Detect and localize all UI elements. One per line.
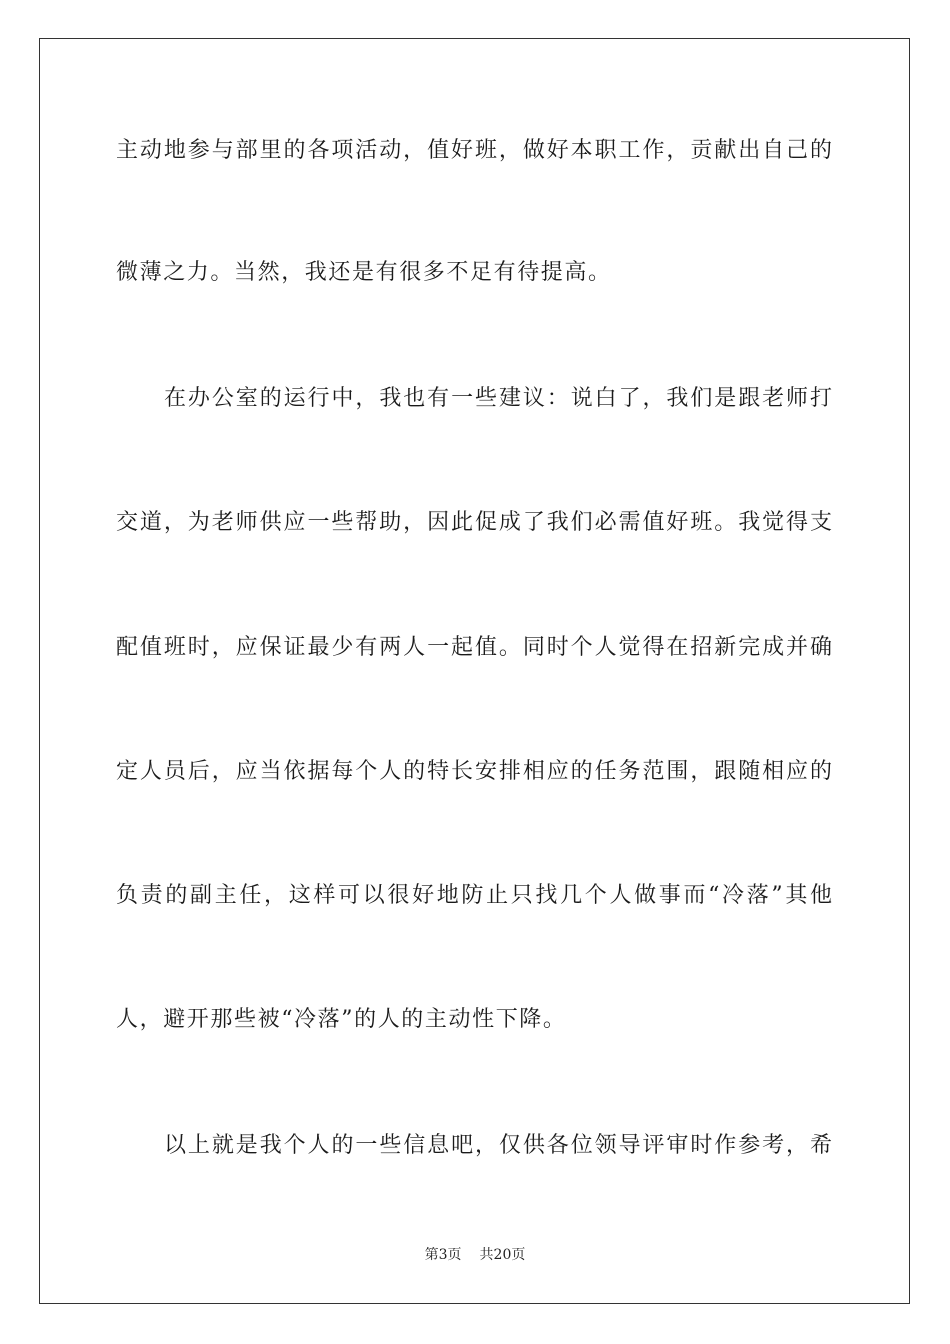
page-total: 共20页	[479, 1247, 526, 1263]
body-line-5: 配值班时，应保证最少有两人一起值。同时个人觉得在招新完成并确	[116, 635, 832, 660]
body-line-7: 负责的副主任，这样可以很好地防止只找几个人做事而“冷落”其他	[116, 883, 832, 908]
body-line-3: 在办公室的运行中，我也有一些建议：说白了，我们是跟老师打	[164, 386, 832, 411]
page-footer	[0, 1245, 950, 1265]
body-line-9: 以上就是我个人的一些信息吧，仅供各位领导评审时作参考，希	[164, 1133, 832, 1158]
body-line-8: 人，避开那些被“冷落”的人的主动性下降。	[116, 1007, 567, 1032]
body-line-4: 交道，为老师供应一些帮助，因此促成了我们必需值好班。我觉得支	[116, 510, 832, 535]
body-line-2: 微薄之力。当然，我还是有很多不足有待提高。	[116, 260, 612, 285]
page-border	[39, 38, 910, 1304]
body-line-1: 主动地参与部里的各项活动，值好班，做好本职工作，贡献出自己的	[116, 138, 832, 163]
page-number: 第3页	[424, 1247, 462, 1263]
body-line-6: 定人员后，应当依据每个人的特长安排相应的任务范围，跟随相应的	[116, 759, 832, 784]
